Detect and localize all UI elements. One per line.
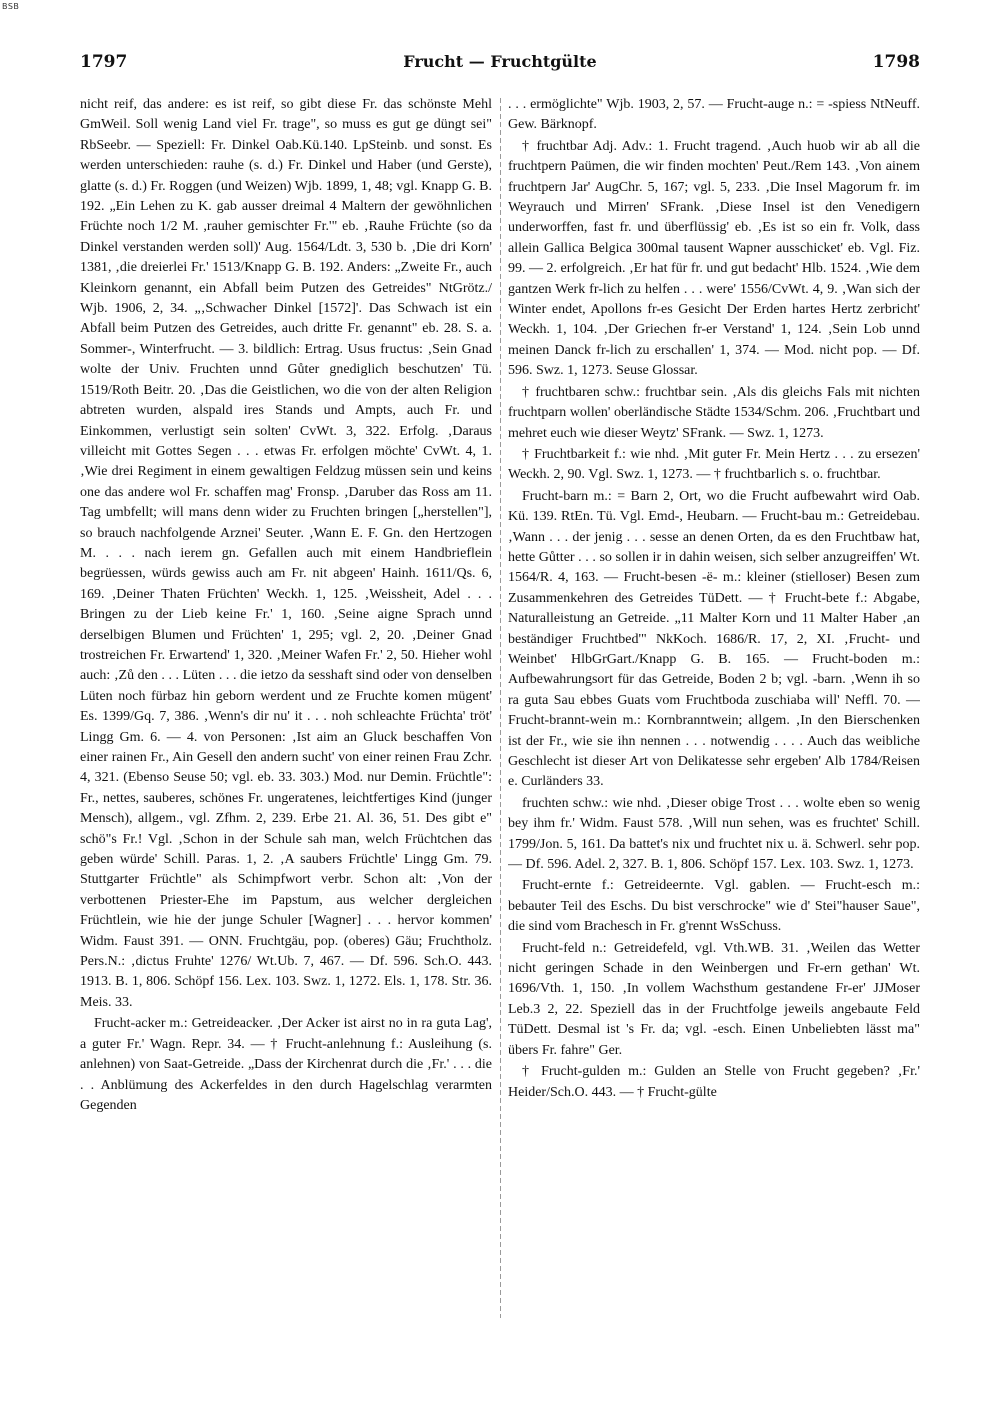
- left-paragraph-1: nicht reif, das andere: es ist reif, so gibt diese Fr. das schönste Mehl GmWeil. Soll wenig Land viel Fr. trage", so muss es gut ge düngt sei" RbSeebr. — Speziell: Fr. Dinkel Oab.Kü.140. LpSteinb. und sonst. Es werden unterschieden: rauhe (s. d.) Fr. Dinkel und Haber (und Gerste), glatte (s. d.) Fr. Roggen (und Weizen) Wjb. 1899, 1, 48; vgl. Knapp G. B. 192. „Ein Lehen zu K. gab ausser dreimal 4 Maltern der gewöhnlichen Früchte noch 1/2 M. ,rauher gemischter Fr.'" eb. ‚Rauhe Früchte (so da Dinkel verstanden werden soll)' Aug. 1564/Ldt. 3, 530 b. ‚Die dri Korn' 1381, ‚die dreierlei Fr.' 1513/Knapp G. B. 192. Anders: „Zweite Fr., auch Kleinkorn genannt, ein Abfall beim Putzen des Getreides" NtGrötz./ Wjb. 1906, 2, 34. „‚Schwacher Dinkel [1572]'. Das Schwach ist ein Abfall beim Putzen des Getreides, auch dritte Fr. genannt" eb. 28. S. a. Sommer-, Winterfrucht. — 3. bildlich: Ertrag. Usus fructus: ‚Sein Gnad wolte der Univ. Fruchten unnd Gůter gnediglich beschutzen' Tü. 1519/Roth Beitr. 20. ‚Das die Geistlichen, wo die von der alten Religion abtreten wurden, alspald ires Stands und Ampts, auch Fr. und Einkommen, verlustigt sein solten' CvWt. 3, 322. Erfolg. ‚Daraus villeicht mit Gottes Segen . . . etwas Fr. erfolgen möchte' CvWt. 4, 1. ‚Wie drei Regiment in einem gewaltigen Feldzug müssen sein und keins one das andere wol Fr. schaffen mag' Fronsp. ‚Daruber das Ross am 11. Tag umbfellt; will mans denn wider zu Fruchten bringen [„herstellen"], so brauch nachfolgende Arznei' Seuter. ‚Wann E. F. Gn. den Hertzogen M. . . . nach ierem gn. Gefallen auch mit einem Handbrieflein begrüessen, würds gewiss auch am Fr. nit abgeen' Hainh. 1611/Qs. 6, 169. ‚Deiner Thaten Früchten' Weckh. 1, 125. ‚Weissheit, Adel . . . Bringen zu der Lieb keine Fr.' 1, 160. ‚Seine aigne Sprach unnd derselbigen Blumen und Früchten' 1, 295; vgl. 2, 20. ‚Deiner Gnad trostreichen Fr. Erwartend' 1, 320. ‚Meiner Wafen Fr.' 2, 50. Hieher wohl auch: ‚Zů den . . . Lüten . . . die ietzo da sesshaft sind oder von denselben Lüten noch fürbaz hin geborn werdent und ze Fruchte komen mügent' Es. 1399/Gq. 7, 386. ‚Wenn's dir nu' it . . . noh schleachte Früchta' tröt' Lingg Gm. 6. — 4. von Personen: ‚Ist aim an Gluck beschaffen Von einer rainen Fr., Ain Gesell den andern sucht' von einer reinen Frau Zchr. 4, 321. (Ebenso Seuse 50; vgl. eb. 33. 303.) Mod. nur Demin. Früchtle": Fr., nettes, sauberes, schönes Fr. ungeratenes, leichtfertiges Kind (junger Mensch), allgem., vgl. Zfhm. 2, 239. Erbe 21. Al. 36, 51. Des gibt e" schö"s Fr.! Vgl. ‚Schon in der Schule sah man, welch Früchtchen das geben würde' Schill. Paras. 1, 2. ‚A saubers Früchtle' Lingg Gm. 79. Stuttgarter Früchtle" als Schimpfwort verbr. Schon alt: ‚Von der verbottenen Priester-Ehe im Papstum, aus welcher dergleichen Früchtlein, wie hie der junge Schuler [Wagner] . . . hervor kommen' Widm. Faust 391. — ONN. Fruchtgäu, pop. (oberes) Gäu; Fruchtholz. Pers.N.: ‚dictus Fruhte' 1276/ Wt.Ub. 7, 467. — Df. 596. Sch.O. 443. 1913. B. 1, 806. Schöpf 156. Lex. 103. Swz. 1, 1272. Els. 1, 178. Str. 36. Meis. 33.: [80, 97, 492, 1010]
- right-paragraph-2: † fruchtbar Adj. Adv.: 1. Frucht tragend. ‚Auch huob wir ab all die fruchtpern Paümen, die wir finden mochten' Peut./Rem 143. ‚Von ainem fruchtpern Jar' AugChr. 5, 167; vgl. 5, 233. ‚Die Insel Magorum fr. im Weyrauch und Mirren' SFrank. ‚Diese Insel ist den Venedigern underworffen, fast fr. und überflüssig' eb. ‚Es ist so ein fr. Volk, dass allein Gallica Belgica 300mal tausent Wapner ausschicket' eb. Vgl. Fiz. 99. — 2. erfolgreich. ‚Er hat für fr. und gut bedacht' Hlb. 1524. ‚Wie dem gantzen Werk fr-lich zu helfen . . . were' 1556/CvWt. 4, 9. ‚Wan sich der Winter endet, Apollons fr-es Gesicht Der Erden hartes Hertz zerbricht' Weckh. 1, 104. ‚Der Griechen fr-er Verstand' 1, 124. ‚Sein Lob unnd meinen Danck fr-lich zu erschallen' 1, 374. — Mod. nicht pop. — Df. 596. Swz. 1, 1273. Seuse Glossar.: [508, 138, 920, 379]
- column-divider: [500, 98, 501, 1318]
- right-paragraph-7: Frucht-ernte f.: Getreideernte. Vgl. gablen. — Frucht-esch m.: bebauter Teil des Eschs. Du bist verschrocke" wie d' Stei"hauser Saue", die sind vom Brachesch in Fr. g'rennt WsSchuss.: [508, 878, 920, 935]
- library-mark: BSB: [2, 2, 20, 11]
- right-column: [508, 95, 920, 1325]
- right-paragraph-9: † Frucht-gulden m.: Gulden an Stelle von Frucht gegeben? ‚Fr.' Heider/Sch.O. 443. — † Frucht-gülte: [508, 1064, 920, 1100]
- left-page-number: 1797: [80, 52, 128, 72]
- right-paragraph-1: . . . ermöglichte" Wjb. 1903, 2, 57. — Frucht-auge n.: = -spiess NtNeuff. Gew. Bärknopf.: [508, 97, 920, 133]
- right-paragraph-8: Frucht-feld n.: Getreidefeld, vgl. Vth.WB. 31. ‚Weilen das Wetter nicht geringen Schade in den Weinbergen und Fr-ern gethan' Wt. 1696/Vth. 1, 150. ‚In vollem Wachsthum gestandene Fr-er' JJMoser Leb.3 2, 22. Speziell das in der Fruchtfolge jeweils angebaute Feld TüDett. Desmal ist 's Fr. da; vgl. -esch. Einen Unbeliebten lässt ma" übers Fr. fahre" Ger.: [508, 940, 920, 1058]
- right-paragraph-4: † Fruchtbarkeit f.: wie nhd. ‚Mit guter Fr. Mein Hertz . . . zu ersezen' Weckh. 2, 90. Vgl. Swz. 1, 1273. — † fruchtbarlich s. o. fruchtbar.: [508, 446, 920, 483]
- running-headword: Frucht — Fruchtgülte: [403, 52, 597, 71]
- right-paragraph-5: Frucht-barn m.: = Barn 2, Ort, wo die Frucht aufbewahrt wird Oab. Kü. 139. RtEn. Tü. Vgl. Emd-, Heubarn. — Frucht-bau m.: Getreidebau. ‚Wann . . . der jenig . . . sesse an denen Orten, da es den Fruchtbaw hat, hette Gůtter . . . so sollen ir in dahin weisen, sich selber anzugreiffen' Wt. 1564/R. 4, 163. — Frucht-besen -ë- m.: kleiner (stielloser) Besen zum Zusammenkehren des Getreides TüDett. — † Frucht-bete f.: Abgabe, Naturalleistung an Getreide. „11 Malter Korn und 11 Malter Haber ‚an beständiger Fruchtbed'" NkKoch. 1686/R. 17, 2, XI. ‚Frucht- und Weinbet' HlbGrGart./Knapp G. B. 165. — Frucht-boden m.: Aufbewahrungsort für das Getreide, Boden 2 b; vgl. -barn. ‚Wenn ih so ra guta Sau ebbes Guats vom Fruchtboda zuschiaba will' Neffl. 70. — Frucht-brannt-wein m.: Kornbranntwein; allgem. ‚In den Bierschenken ist der Fr., wie sie ihn nennen . . . notwendig . . . . Auch das weibliche Geschlecht ist dieser Art von Delikatesse sehr ergeben' Alb 1784/Reisen e. Curländers 33.: [508, 488, 920, 790]
- right-page-number: 1798: [872, 52, 920, 72]
- right-paragraph-6: fruchten schw.: wie nhd. ‚Dieser obige Trost . . . wolte eben so wenig bey ihm fr.' Widm. Faust 578. ‚Will nun sehen, was es fruchtet' Schill. 1799/Jon. 5, 161. Da battet's nix und fruchtet nix u. ä. Schwerl. sehr pop. — Df. 596. Adel. 2, 327. B. 1, 806. Schöpf 157. Lex. 103. Swz. 1, 1273.: [508, 795, 920, 873]
- left-paragraph-2: Frucht-acker m.: Getreideacker. ‚Der Acker ist airst no in ra guta Lag', a guter Fr.' Wagn. Repr. 34. — † Frucht-anlehnung f.: Ausleihung (s. anlehnen) von Saat-Getreide. „Dass der Kirchenrat durch die ‚Fr.' . . . die . . Anblümung des Ackerfeldes in den durch Hagelschlag verarmten Gegenden: [80, 1016, 492, 1113]
- left-column: [80, 95, 492, 1325]
- right-paragraph-3: † fruchtbaren schw.: fruchtbar sein. ‚Als dis gleichs Fals mit nichten fruchtparn wollen' oberländische Städte 1534/Schm. 206. ‚Fruchtbart und mehret euch wie dieser Weytz' SFrank. — Swz. 1, 1273.: [508, 384, 920, 441]
- page-header: [80, 52, 920, 76]
